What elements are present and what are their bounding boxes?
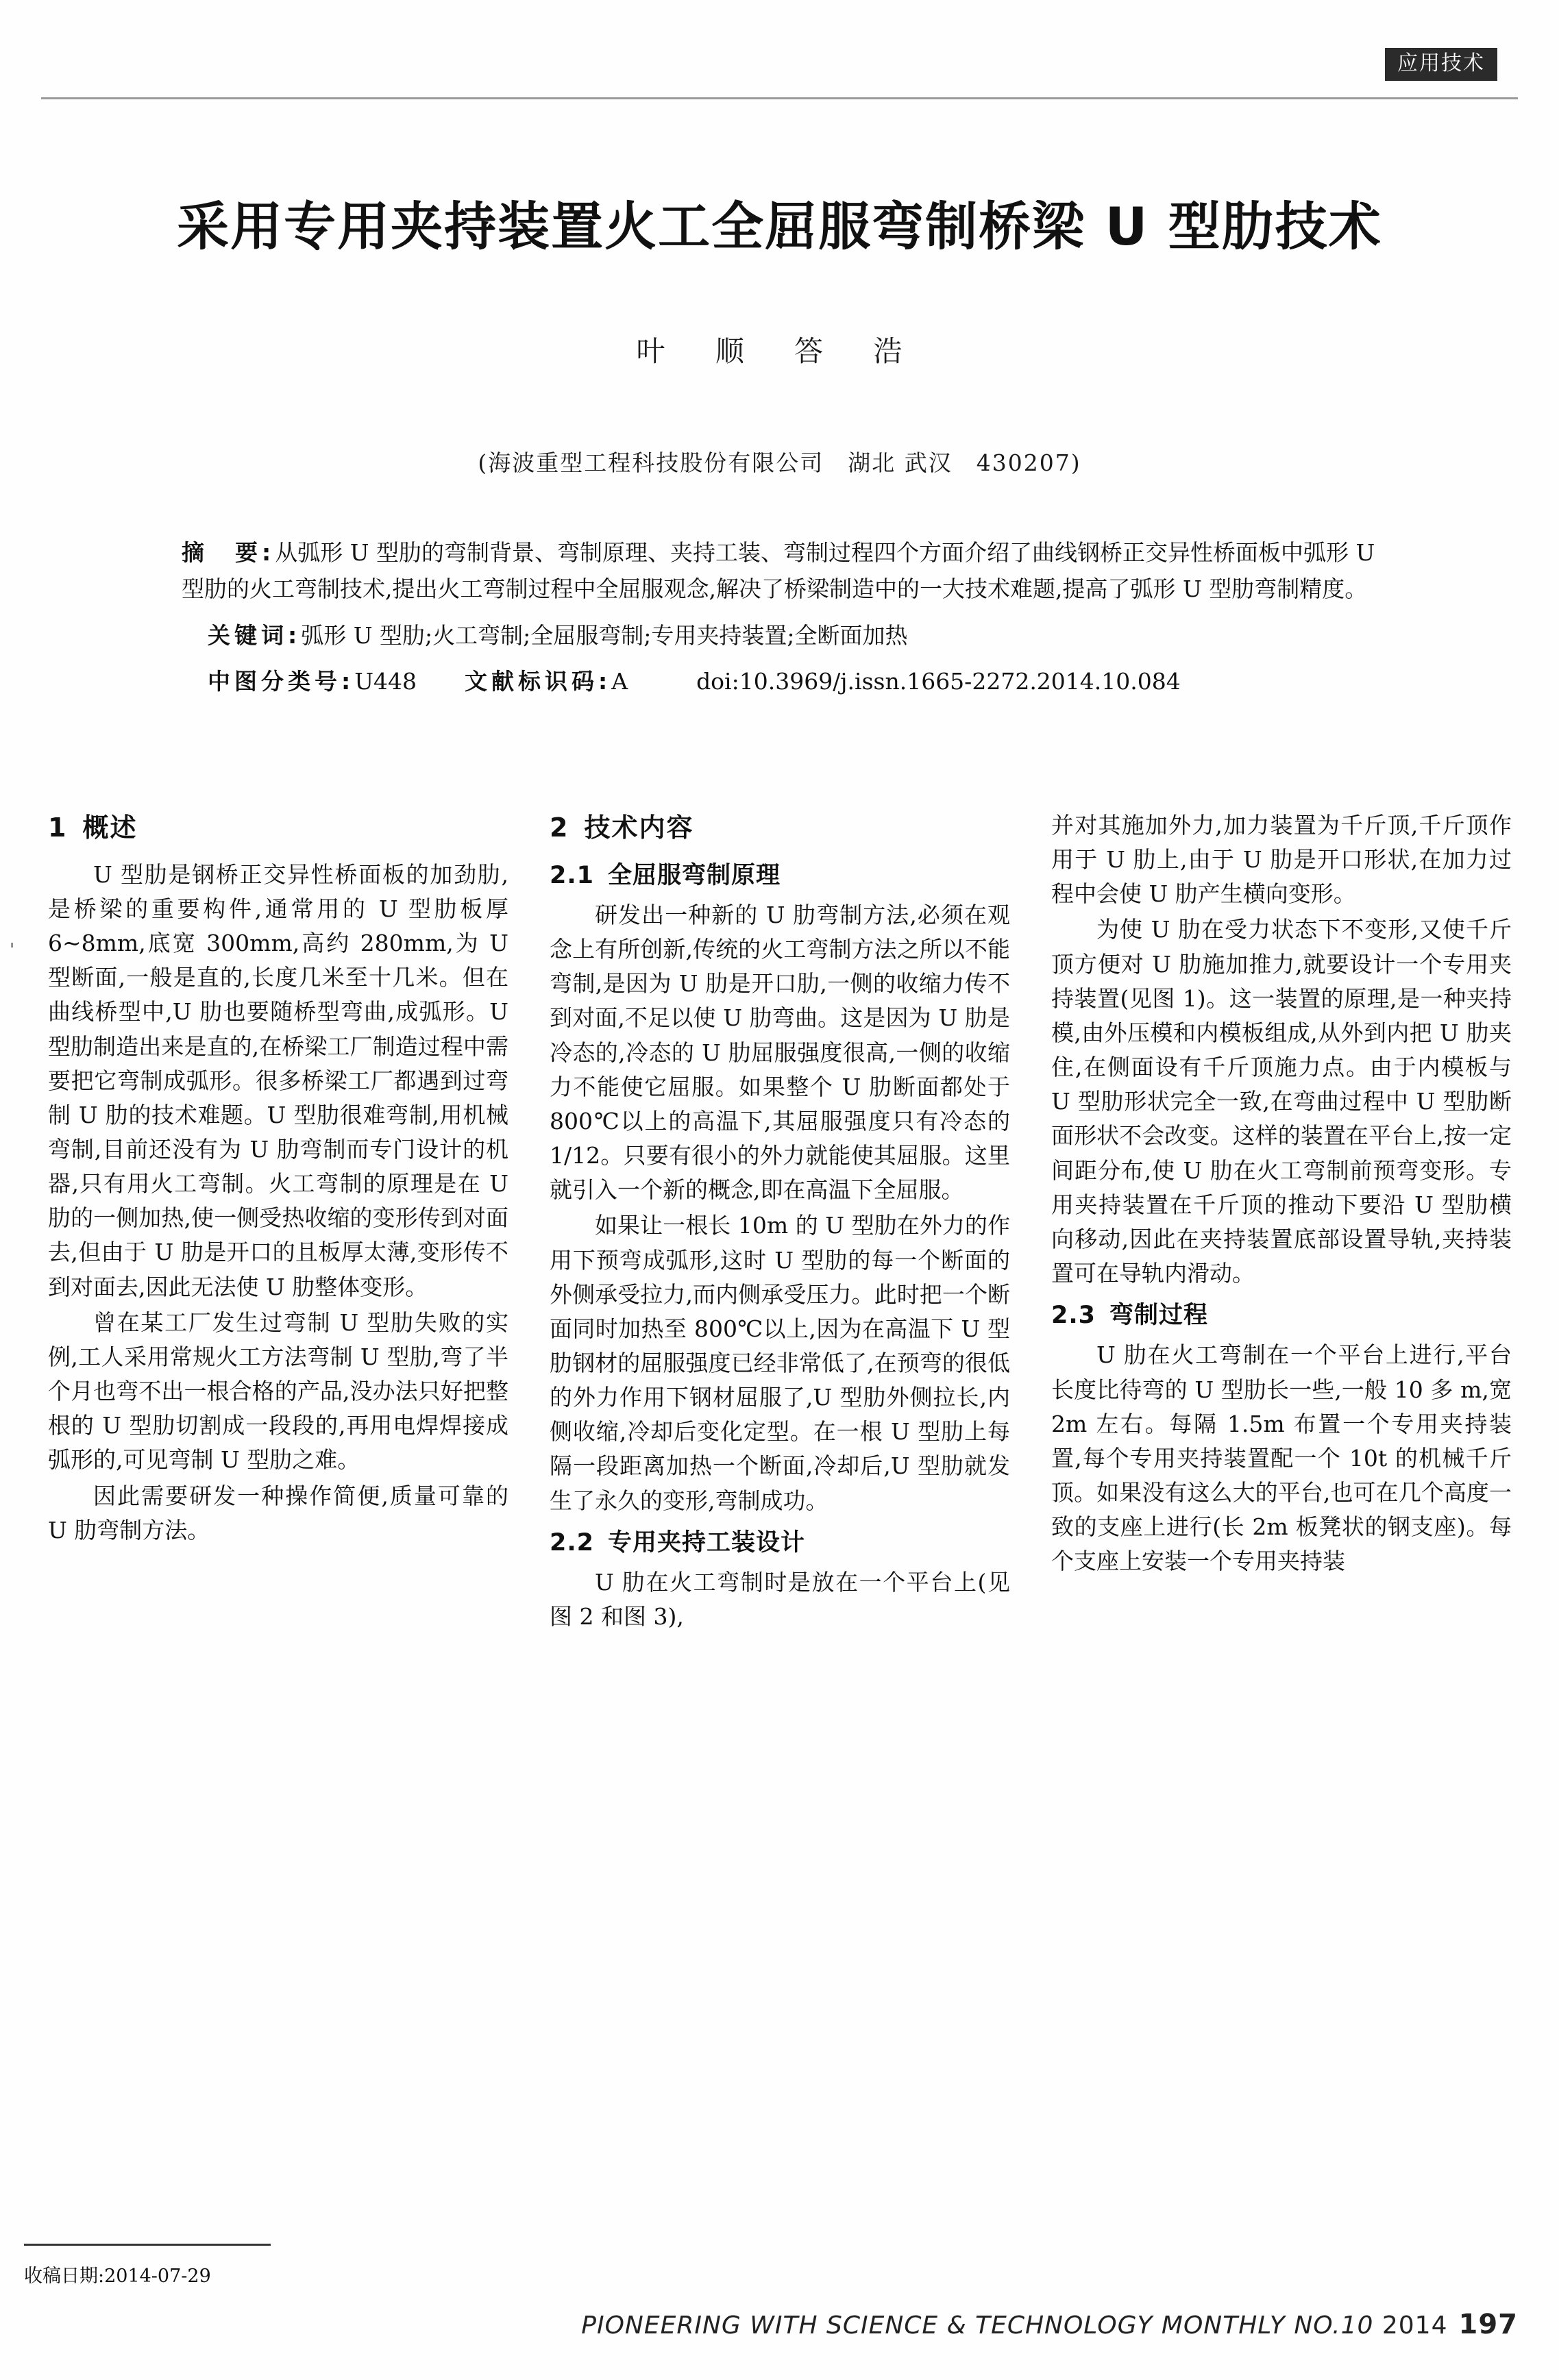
classification-paragraph (182, 663, 1388, 699)
affiliation: (海波重型工程科技股份有限公司 湖北 武汉 430207) (478, 449, 1081, 476)
doccode-value: A (611, 668, 628, 695)
page-number: 197 (1458, 2309, 1518, 2340)
page-title: 采用专用夹持装置火工全屈服弯制桥梁 U 型肋技术 (177, 196, 1382, 257)
heading-section-2-3-title: 弯制过程 (1109, 1302, 1209, 1330)
paragraph-continued: 并对其施加外力,加力装置为千斤顶,千斤顶作用于 U 肋上,由于 U 肋是开口形状,在加力过程中会使 U 肋产生横向变形。 (1051, 812, 1512, 908)
paragraph: 曾在某工厂发生过弯制 U 型肋失败的实例,工人采用常规火工方法弯制 U 型肋,弯了半个月也弯不出一根合格的产品,没办法只好把整根的 U 型肋切割成一段段的,再用电焊焊接成弧形的,可见弯制 U 型肋之难。 (48, 1309, 508, 1474)
heading-section-2-1-title: 全屈服弯制原理 (608, 861, 781, 889)
heading-section-2 (550, 808, 1010, 848)
header-divider (41, 97, 1518, 99)
journal-name: PIONEERING WITH SCIENCE & TECHNOLOGY MONTHLY (581, 2311, 1286, 2340)
heading-section-2-1-number: 2.1 (550, 861, 595, 889)
column-one (48, 808, 508, 1549)
section-tag: 应用技术 (1385, 48, 1497, 81)
paragraph: 研发出一种新的 U 肋弯制方法,必须在观念上有所创新,传统的火工弯制方法之所以不能弯制,是因为 U 肋是开口肋,一侧的收缩力传不到对面,不足以使 U 肋弯曲。这是因为 U 肋是冷态的,冷态的 U 肋屈服强度很高,一侧的收缩力不能使它屈服。如果整个 U 肋断面都处于 800℃以上的高温下,其屈服强度只有冷态的 1/12。只要有很小的外力就能使其屈服。这里就引入一个新的概念,即在高温下全屈服。 (550, 901, 1010, 1204)
page-footer (581, 2309, 1518, 2340)
issue-number: NO.10 (1294, 2311, 1374, 2340)
received-date: 收稿日期:2014-07-29 (24, 2266, 211, 2287)
heading-section-2-title: 技术内容 (584, 813, 694, 843)
paragraph: U 型肋是钢桥正交异性桥面板的加劲肋,是桥梁的重要构件,通常用的 U 型肋板厚 6~8mm,底宽 300mm,高约 280mm,为 U 型断面,一般是直的,长度几米至十几米。但在曲线桥型中,U 肋也要随桥型弯曲,成弧形。U 型肋制造出来是直的,在桥梁工厂制造过程中需要把它弯制成弧形。很多桥梁工厂都遇到过弯制 U 肋的技术难题。U 型肋很难弯制,用机械弯制,目前还没有为 U 肋弯制而专门设计的机器,只有用火工弯制。火工弯制的原理是在 U 肋的一侧加热,使一侧受热收缩的变形传到对面去,但由于 U 肋是开口的且板厚太薄,变形传不到对面去,因此无法使 U 肋整体变形。 (48, 860, 508, 1300)
abstract-paragraph (182, 534, 1388, 608)
paragraph: 因此需要研发一种操作简便,质量可靠的 U 肋弯制方法。 (48, 1482, 508, 1544)
clc-label: 中图分类号: (208, 668, 355, 695)
author-list: 叶 顺 答 浩 (636, 334, 923, 368)
keywords-paragraph (182, 617, 1388, 654)
heading-section-2-3 (1051, 1298, 1512, 1334)
paragraph: 为使 U 肋在受力状态下不变形,又使千斤顶方便对 U 肋施加推力,就要设计一个专用夹持装置(见图 1)。这一装置的原理,是一种夹持模,由外压模和内模板组成,从外到内把 U 肋夹住,在侧面设有千斤顶施力点。由于内模板与 U 型肋形状完全一致,在弯曲过程中 U 型肋断面形状不会改变。这样的装置在平台上,按一定间距分布,使 U 肋在火工弯制前预弯变形。专用夹持装置在千斤顶的推动下要沿 U 型肋横向移动,因此在夹持装置底部设置导轨,夹持装置可在导轨内滑动。 (1051, 916, 1512, 1287)
heading-section-1 (48, 808, 508, 848)
heading-section-2-1 (550, 858, 1010, 894)
abstract-text: 从弧形 U 型肋的弯制背景、弯制原理、夹持工装、弯制过程四个方面介绍了曲线钢桥正交异性桥面板中弧形 U 型肋的火工弯制技术,提出火工弯制过程中全屈服观念,解决了桥梁制造中的一大技术难题,提高了弧形 U 型肋弯制精度。 (182, 539, 1375, 603)
keywords-label: 关键词: (208, 621, 302, 649)
doccode-label: 文献标识码: (465, 668, 612, 695)
paragraph: 如果让一根长 10m 的 U 型肋在外力的作用下预弯成弧形,这时 U 型肋的每一个断面的外侧承受拉力,而内侧承受压力。此时把一个断面同时加热至 800℃以上,因为在高温下 U 型肋钢材的屈服强度已经非常低了,在预弯的很低的外力作用下钢材屈服了,U 型肋外侧拉长,内侧收缩,冷却后变化定型。在一根 U 型肋上每隔一段距离加热一个断面,冷却后,U 型肋就发生了永久的变形,弯制成功。 (550, 1212, 1010, 1514)
heading-section-2-3-number: 2.3 (1051, 1302, 1096, 1330)
margin-mark: ' (10, 940, 15, 960)
heading-section-1-number: 1 (48, 813, 68, 843)
paragraph: U 肋在火工弯制时是放在一个平台上(见图 2 和图 3), (550, 1568, 1010, 1631)
heading-section-2-2-number: 2.2 (550, 1528, 595, 1557)
abstract-block (182, 534, 1388, 700)
heading-section-1-title: 概述 (82, 813, 138, 843)
heading-section-2-2 (550, 1525, 1010, 1561)
column-two (550, 808, 1010, 1635)
heading-section-2-number: 2 (550, 813, 569, 843)
clc-value: U448 (354, 668, 417, 695)
heading-section-2-2-title: 专用夹持工装设计 (608, 1528, 806, 1557)
page-header (41, 41, 1518, 103)
paragraph: U 肋在火工弯制在一个平台上进行,平台长度比待弯的 U 型肋长一些,一般 10 多 m,宽 2m 左右。每隔 1.5m 布置一个专用夹持装置,每个专用夹持装置配一个 10t 的机械千斤顶。如果没有这么大的平台,也可在几个高度一致的支座上进行(长 2m 板凳状的钢支座)。每个支座上安装一个专用夹持装 (1051, 1341, 1512, 1575)
doi-value: doi:10.3969/j.issn.1665-2272.2014.10.084 (696, 668, 1181, 695)
footnote-divider (24, 2244, 271, 2246)
keywords-text: 弧形 U 型肋;火工弯制;全屈服弯制;专用夹持装置;全断面加热 (301, 621, 908, 649)
column-three (1051, 808, 1512, 1580)
abstract-label: 摘 要: (182, 539, 275, 566)
year: 2014 (1382, 2311, 1448, 2340)
article-body (24, 808, 1535, 2240)
